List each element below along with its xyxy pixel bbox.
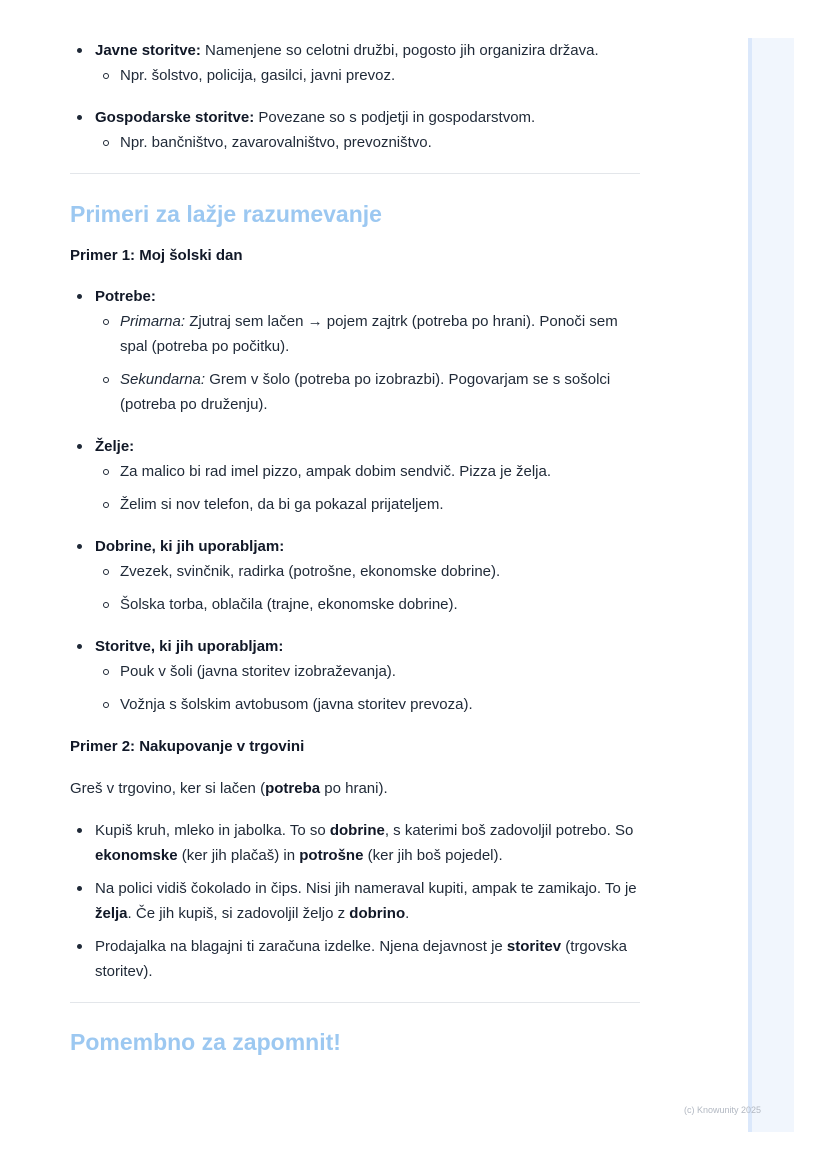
example2-intro: Greš v trgovino, ker si lačen (potreba po hrani). bbox=[70, 780, 388, 797]
list-item: Prodajalka na blagajni ti zaračuna izdelke. Njena dejavnost je storitev (trgovska storitev). bbox=[70, 934, 640, 984]
sub-list bbox=[95, 459, 640, 517]
sub-list-item: Npr. šolstvo, policija, gasilci, javni prevoz. bbox=[95, 63, 640, 88]
section-heading-examples: Primeri za lažje razumevanje bbox=[70, 201, 382, 227]
sub-list-item: Šolska torba, oblačila (trajne, ekonomske dobrine). bbox=[95, 592, 640, 617]
sub-list-item: Primarna: Zjutraj sem lačen → pojem zajtrk (potreba po hrani). Ponoči sem spal (potreba po počitku). bbox=[95, 309, 640, 359]
sub-list-item: Sekundarna: Grem v šolo (potreba po izobrazbi). Pogovarjam se s sošolci (potreba po druženju). bbox=[95, 367, 640, 417]
list-item: Na polici vidiš čokolado in čips. Nisi jih nameraval kupiti, ampak te zamikajo. To je želja. Če jih kupiš, si zadovoljil željo z dobrino. bbox=[70, 876, 640, 926]
services-list bbox=[70, 38, 640, 155]
section-heading-remember: Pomembno za zapomnit! bbox=[70, 1029, 341, 1055]
list-item: Kupiš kruh, mleko in jabolka. To so dobrine, s katerimi boš zadovoljil potrebo. So ekonomske (ker jih plačaš) in potrošne (ker jih boš pojedel). bbox=[70, 818, 640, 868]
list-item: Potrebe: Primarna: Zjutraj sem lačen → pojem zajtrk (potreba po hrani). Ponoči sem spal (potreba po počitku). Sekundarna: Grem v šolo (potreba po izobrazbi). Pogovarjam se s sošolci (potreba po druženju). bbox=[70, 284, 640, 417]
sub-list bbox=[95, 309, 640, 417]
sub-list-item: Pouk v šoli (javna storitev izobraževanja). bbox=[95, 659, 640, 684]
example2-list bbox=[70, 818, 640, 984]
list-item: Gospodarske storitve: Povezane so s podjetji in gospodarstvom. Npr. bančništvo, zavarovalništvo, prevozništvo. bbox=[70, 105, 640, 155]
divider bbox=[70, 1002, 640, 1003]
sub-list bbox=[95, 559, 640, 617]
term-business-services: Gospodarske storitve: bbox=[95, 109, 255, 126]
side-panel bbox=[748, 38, 794, 1132]
sub-list-item: Želim si nov telefon, da bi ga pokazal prijateljem. bbox=[95, 492, 640, 517]
copyright-text: (c) Knowunity 2025 bbox=[684, 1105, 762, 1115]
list-item: Želje: Za malico bi rad imel pizzo, ampak dobim sendvič. Pizza je želja. Želim si nov telefon, da bi ga pokazal prijateljem. bbox=[70, 434, 640, 517]
sub-list bbox=[95, 659, 640, 717]
sub-list bbox=[95, 130, 640, 155]
sub-list bbox=[95, 63, 640, 88]
sub-list-item: Vožnja s šolskim avtobusom (javna storitev prevoza). bbox=[95, 692, 640, 717]
sub-list-item: Za malico bi rad imel pizzo, ampak dobim sendvič. Pizza je želja. bbox=[95, 459, 640, 484]
example2-title: Primer 2: Nakupovanje v trgovini bbox=[70, 738, 305, 755]
list-item: Storitve, ki jih uporabljam: Pouk v šoli (javna storitev izobraževanja). Vožnja s šolskim avtobusom (javna storitev prevoza). bbox=[70, 634, 640, 717]
example1-list bbox=[70, 284, 640, 717]
list-item: Dobrine, ki jih uporabljam: Zvezek, svinčnik, radirka (potrošne, ekonomske dobrine). Šolska torba, oblačila (trajne, ekonomske dobrine). bbox=[70, 534, 640, 617]
sub-list-item: Zvezek, svinčnik, radirka (potrošne, ekonomske dobrine). bbox=[95, 559, 640, 584]
term-public-services: Javne storitve: bbox=[95, 42, 201, 59]
list-item: Javne storitve: Namenjene so celotni družbi, pogosto jih organizira država. Npr. šolstvo, policija, gasilci, javni prevoz. bbox=[70, 38, 640, 88]
divider bbox=[70, 173, 640, 174]
sub-list-item: Npr. bančništvo, zavarovalništvo, prevozništvo. bbox=[95, 130, 640, 155]
example1-title: Primer 1: Moj šolski dan bbox=[70, 247, 243, 264]
document-content bbox=[70, 38, 640, 1057]
